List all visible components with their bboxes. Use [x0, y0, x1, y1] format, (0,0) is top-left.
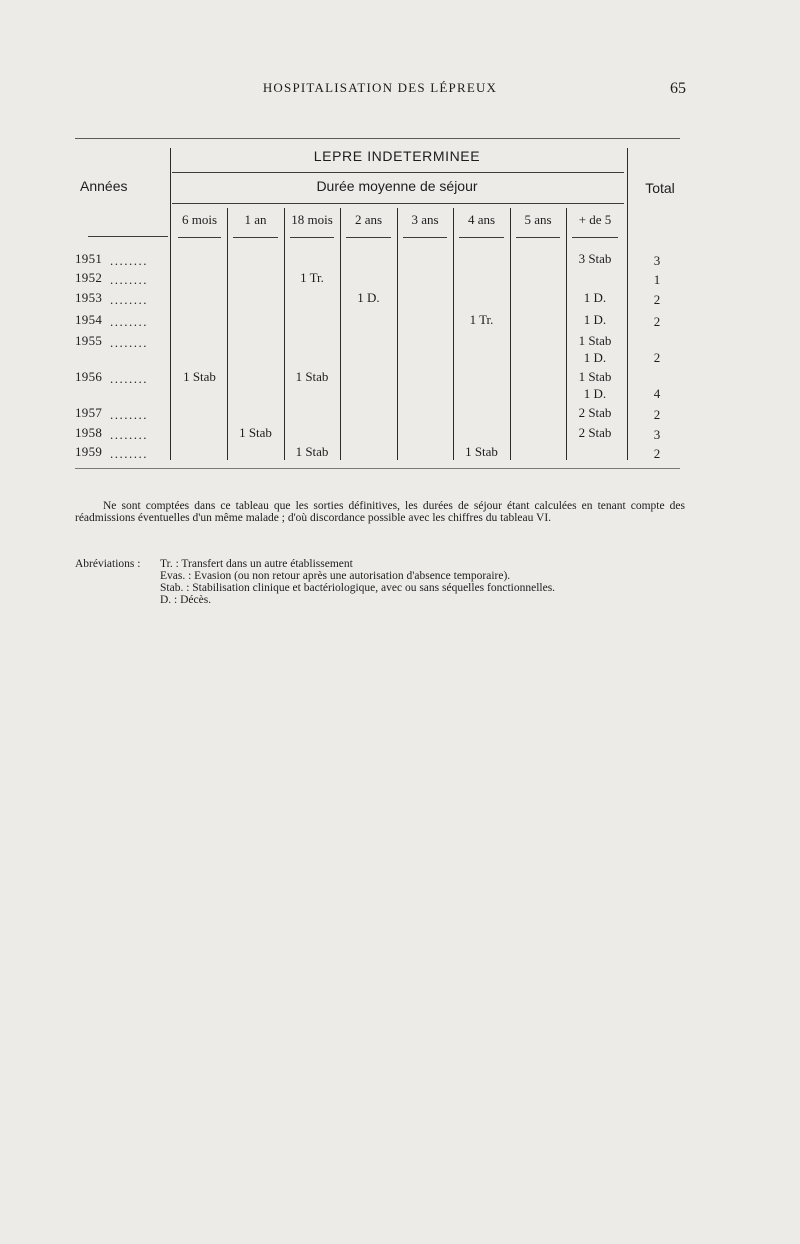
leader-dots: ........ — [110, 292, 148, 307]
table-cell: 1 D. — [583, 350, 607, 365]
page-number: 65 — [670, 80, 686, 97]
year-label: 1953 — [75, 290, 103, 305]
row-total: 2 — [653, 446, 661, 461]
column-separator — [284, 208, 285, 460]
table-total-border — [627, 148, 628, 460]
total-header: Total — [645, 180, 675, 196]
abbreviation-item: Stab. : Stabilisation clinique et bactériologique, avec ou sans séquelles fonctionnelles. — [160, 582, 556, 594]
duration-header-rule — [572, 237, 618, 238]
duration-header: 1 an — [244, 212, 267, 227]
table-top-rule — [75, 138, 680, 139]
leader-dots: ........ — [110, 253, 148, 268]
table-cell: 2 Stab — [578, 425, 612, 440]
duration-header: 5 ans — [524, 212, 552, 227]
leader-dots: ........ — [110, 427, 148, 442]
duration-header-rule — [178, 237, 221, 238]
table-cell: 1 Stab — [239, 425, 272, 440]
table-left-border — [170, 148, 171, 460]
abbreviation-item: Tr. : Transfert dans un autre établissement — [160, 558, 353, 570]
year-label: 1956 — [75, 369, 103, 384]
table-cell: 1 D. — [583, 312, 607, 327]
table-cell: 1 D. — [357, 290, 380, 305]
leader-dots: ........ — [110, 314, 148, 329]
leader-dots: ........ — [110, 335, 148, 350]
abbreviation-item: D. : Décès. — [160, 594, 212, 606]
duration-header: 18 mois — [291, 212, 333, 227]
table-cell: 1 Tr. — [469, 312, 494, 327]
duration-header-rule — [403, 237, 447, 238]
table-title: LEPRE INDETERMINEE — [313, 148, 481, 164]
duration-header: 2 ans — [354, 212, 383, 227]
duration-header: 4 ans — [467, 212, 496, 227]
table-cell: 1 Tr. — [300, 270, 324, 285]
row-total: 2 — [653, 292, 661, 307]
column-separator — [510, 208, 511, 460]
column-separator — [397, 208, 398, 460]
table-cell: 1 Stab — [295, 444, 329, 459]
running-head — [0, 80, 800, 100]
leader-dots: ........ — [110, 446, 148, 461]
leader-dots: ........ — [110, 272, 148, 287]
row-total: 1 — [653, 272, 661, 287]
table-subtitle: Durée moyenne de séjour — [316, 178, 478, 194]
row-total: 4 — [653, 386, 661, 401]
row-total: 2 — [653, 314, 661, 329]
leader-dots: ........ — [110, 371, 148, 386]
duration-header: + de 5 — [578, 212, 612, 227]
duration-header-rule — [346, 237, 391, 238]
table-bottom-rule — [75, 468, 680, 469]
row-total: 3 — [653, 427, 661, 442]
table-cell: 1 D. — [583, 290, 607, 305]
table-cell: 3 Stab — [578, 251, 612, 266]
column-separator — [453, 208, 454, 460]
abbreviations-label: Abréviations : — [75, 558, 141, 570]
years-header-rule — [88, 236, 168, 237]
year-label: 1952 — [75, 270, 103, 285]
duration-header-rule — [516, 237, 560, 238]
duration-header-rule — [290, 237, 334, 238]
row-total: 2 — [653, 407, 661, 422]
table-cell: 1 Stab — [295, 369, 329, 384]
table-cell: 1 Stab — [183, 369, 216, 384]
duration-header: 6 mois — [181, 212, 218, 227]
table-cell: 2 Stab — [578, 405, 612, 420]
year-label: 1954 — [75, 312, 103, 327]
column-separator — [227, 208, 228, 460]
table-cell: 1 D. — [583, 386, 607, 401]
duration-header-rule — [233, 237, 278, 238]
year-label: 1958 — [75, 425, 103, 440]
abbreviation-item: Evas. : Evasion (ou non retour après une autorisation d'absence temporaire). — [160, 570, 511, 582]
row-total: 2 — [653, 350, 661, 365]
duration-header-rule — [459, 237, 504, 238]
running-title: HOSPITALISATION DES LÉPREUX — [262, 80, 498, 95]
table-cell: 1 Stab — [578, 369, 612, 384]
title-underline — [172, 172, 624, 173]
column-separator — [340, 208, 341, 460]
leader-dots: ........ — [110, 407, 148, 422]
table-cell: 1 Stab — [578, 333, 612, 348]
row-total: 3 — [653, 253, 661, 268]
table-cell: 1 Stab — [465, 444, 498, 459]
year-label: 1951 — [75, 251, 103, 266]
years-header: Années — [80, 178, 128, 194]
year-label: 1957 — [75, 405, 103, 420]
table-note — [75, 500, 685, 524]
duration-header: 3 ans — [411, 212, 439, 227]
subtitle-underline — [172, 203, 624, 204]
year-label: 1955 — [75, 333, 103, 348]
year-label: 1959 — [75, 444, 103, 459]
table-note-text: Ne sont comptées dans ce tableau que les sorties définitives, les durées de séjour étant calculées en tenant compte des réadmissions éventuelles d'un même malade ; d'où discordance possible avec les chiffres du tableau VI. — [75, 500, 685, 524]
